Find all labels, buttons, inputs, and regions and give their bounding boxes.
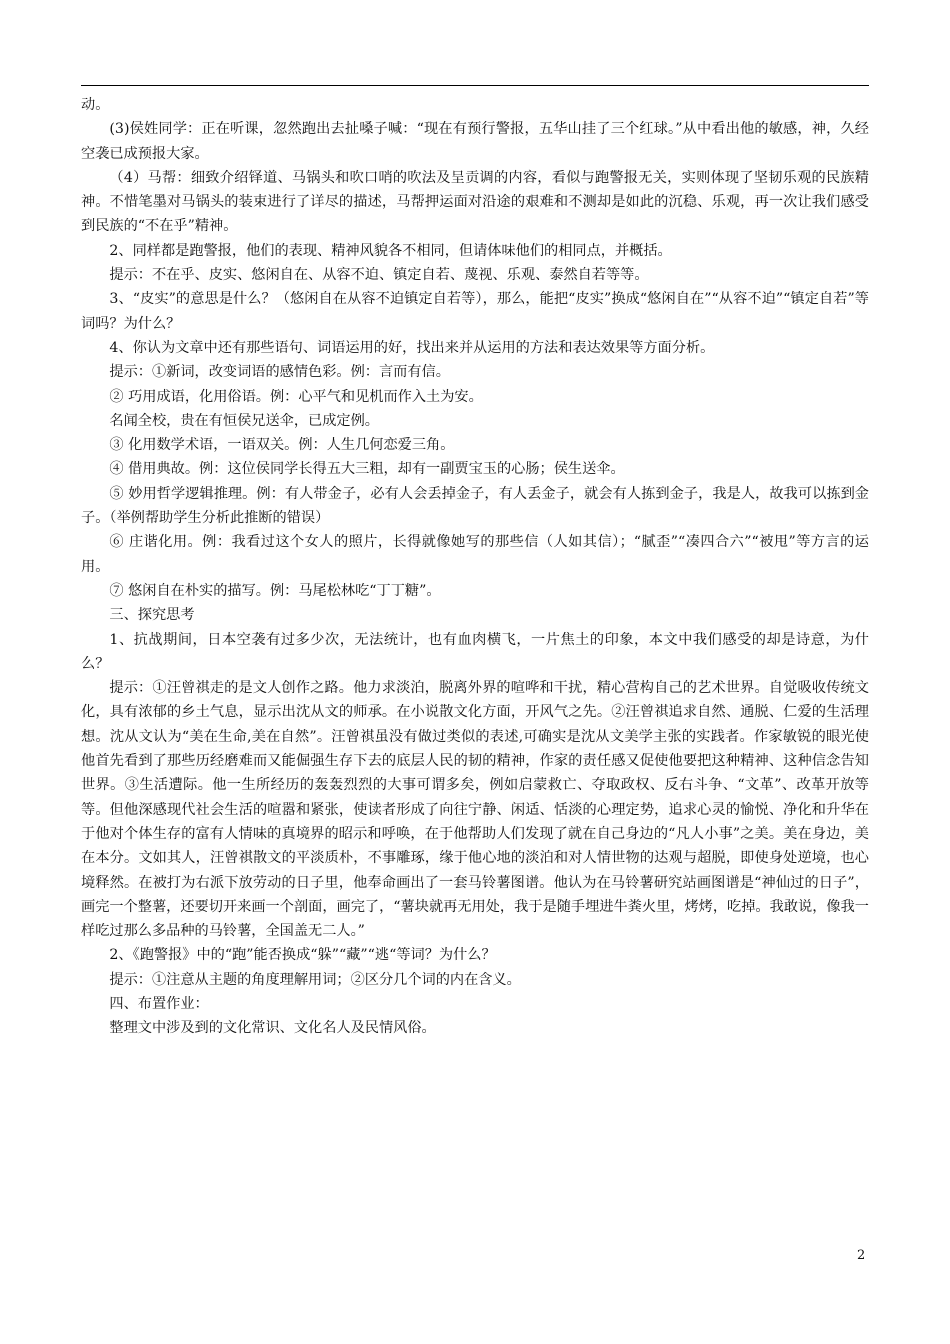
paragraph: ④ 借用典故。例：这位侯同学长得五大三粗，却有一副贾宝玉的心肠；侯生送伞。 bbox=[109, 461, 625, 478]
paragraph: 2、《跑警报》中的“跑”能否换成“躲”“藏”“逃“等词？为什么？ bbox=[109, 947, 496, 964]
paragraph: 1、抗战期间，日本空袭有过多少次，无法统计，也有血肉横飞，一片焦土的印象，本文中我们感受的却是诗意，为什么？ bbox=[81, 631, 869, 672]
document-body bbox=[81, 93, 869, 1041]
paragraph: 四、布置作业： bbox=[109, 995, 209, 1012]
paragraph: 三、探究思考 bbox=[109, 607, 195, 624]
paragraph: (3)侯姓同学：正在听课，忽然跑出去扯嗓子喊：“现在有预行警报，五华山挂了三个红球。”从中看出他的敏感，神，久经空袭已成预报大家。 bbox=[81, 121, 869, 162]
paragraph: 2、同样都是跑警报，他们的表现、精神风貌各不相同，但请体味他们的相同点，并概括。 bbox=[109, 242, 672, 259]
paragraph: ⑦ 悠闲自在朴实的描写。例：马尾松林吃“丁丁糖”。 bbox=[109, 582, 441, 599]
paragraph: 4、你认为文章中还有那些语句、词语运用的好，找出来并从运用的方法和表达效果等方面分析。 bbox=[109, 339, 715, 356]
paragraph: 提示：①新词，改变词语的感情色彩。例：言而有信。 bbox=[109, 364, 450, 381]
paragraph: 提示：①汪曾祺走的是文人创作之路。他力求淡泊，脱离外界的喧哗和干扰，精心营构自己的艺术世界。自觉吸收传统文化，具有浓郁的乡土气息，显示出沈从文的师承。在小说散文化方面，开风气之先。②汪曾祺追求自然、通脱、仁爱的生活理想。沈从文认为“美在生命,美在自然”。汪曾祺虽没有做过类似的表述,可确实是沈从文美学主张的实践者。作家敏锐的眼光使他首先看到了那些历经磨难而又能倔强生存下去的底层人民的韧的精神，作家的责任感又促使他要把这种精神、这种信念告知世界。③生活遭际。他一生所经历的轰轰烈烈的大事可谓多矣，例如启蒙救亡、夺取政权、反右斗争、“文革”、改革开放等等。但他深感现代社会生活的喧嚣和紧张，使读者形成了向往宁静、闲适、恬淡的心理定势，追求心灵的愉悦、净化和升华在于他对个体生存的富有人情味的真境界的昭示和呼唤，在于他帮助人们发现了就在自己身边的“凡人小事”之美。美在身边，美在本分。文如其人，汪曾祺散文的平淡质朴，不事雕琢，缘于他心地的淡泊和对人情世物的达观与超脱，即使身处逆境，也心境释然。在被打为右派下放劳动的日子里，他奉命画出了一套马铃薯图谱。他认为在马铃薯研究站画图谱是“神仙过的日子”，画完一个整薯，还要切开来画一个剖面，画完了，“薯块就再无用处，我于是随手埋进牛粪火里，烤烤，吃掉。我敢说，像我一样吃过那么多品种的马铃薯，全国盖无二人。” bbox=[81, 680, 869, 940]
paragraph: 整理文中涉及到的文化常识、文化名人及民情风俗。 bbox=[109, 1020, 436, 1037]
paragraph: （4）马帮：细致介绍铎道、马锅头和吹口哨的吹法及呈贡调的内容，看似与跑警报无关，实则体现了坚韧乐观的民族精神。不惜笔墨对马锅头的装束进行了详尽的描述，马帮押运面对沿途的艰难和不测却是如此的沉稳、乐观，再一次让我们感受到民族的“不在乎”精神。 bbox=[81, 169, 869, 235]
paragraph: 提示：①注意从主题的角度理解用词；②区分几个词的内在含义。 bbox=[109, 971, 521, 988]
paragraph: ③ 化用数学术语，一语双关。例：人生几何恋爱三角。 bbox=[109, 437, 455, 454]
paragraph: 名闻全校，贵在有恒侯兄送伞，已成定例。 bbox=[109, 412, 379, 429]
paragraph: ⑤ 妙用哲学逻辑推理。例：有人带金子，必有人会丢掉金子，有人丢金子，就会有人拣到金子，我是人，故我可以拣到金子。（举例帮助学生分析此推断的错误） bbox=[81, 485, 869, 527]
paragraph: 3、“皮实”的意思是什么？（悠闲自在从容不迫镇定自若等），那么，能把“皮实”换成“悠闲自在”“从容不迫”“镇定自若”等词吗？为什么？ bbox=[81, 291, 869, 332]
page-number: 2 bbox=[857, 1248, 866, 1263]
header-rule bbox=[81, 85, 869, 86]
paragraph: ② 巧用成语，化用俗语。例：心平气和见机而作入土为安。 bbox=[109, 388, 483, 405]
paragraph: 提示：不在乎、皮实、悠闲自在、从容不迫、镇定自若、蔑视、乐观、泰然自若等等。 bbox=[109, 267, 649, 284]
paragraph: ⑥ 庄谐化用。例：我看过这个女人的照片，长得就像她写的那些信（人如其信）；“腻歪”“凑四合六”“被甩”等方言的运用。 bbox=[81, 534, 869, 575]
paragraph: 动。 bbox=[81, 97, 110, 113]
